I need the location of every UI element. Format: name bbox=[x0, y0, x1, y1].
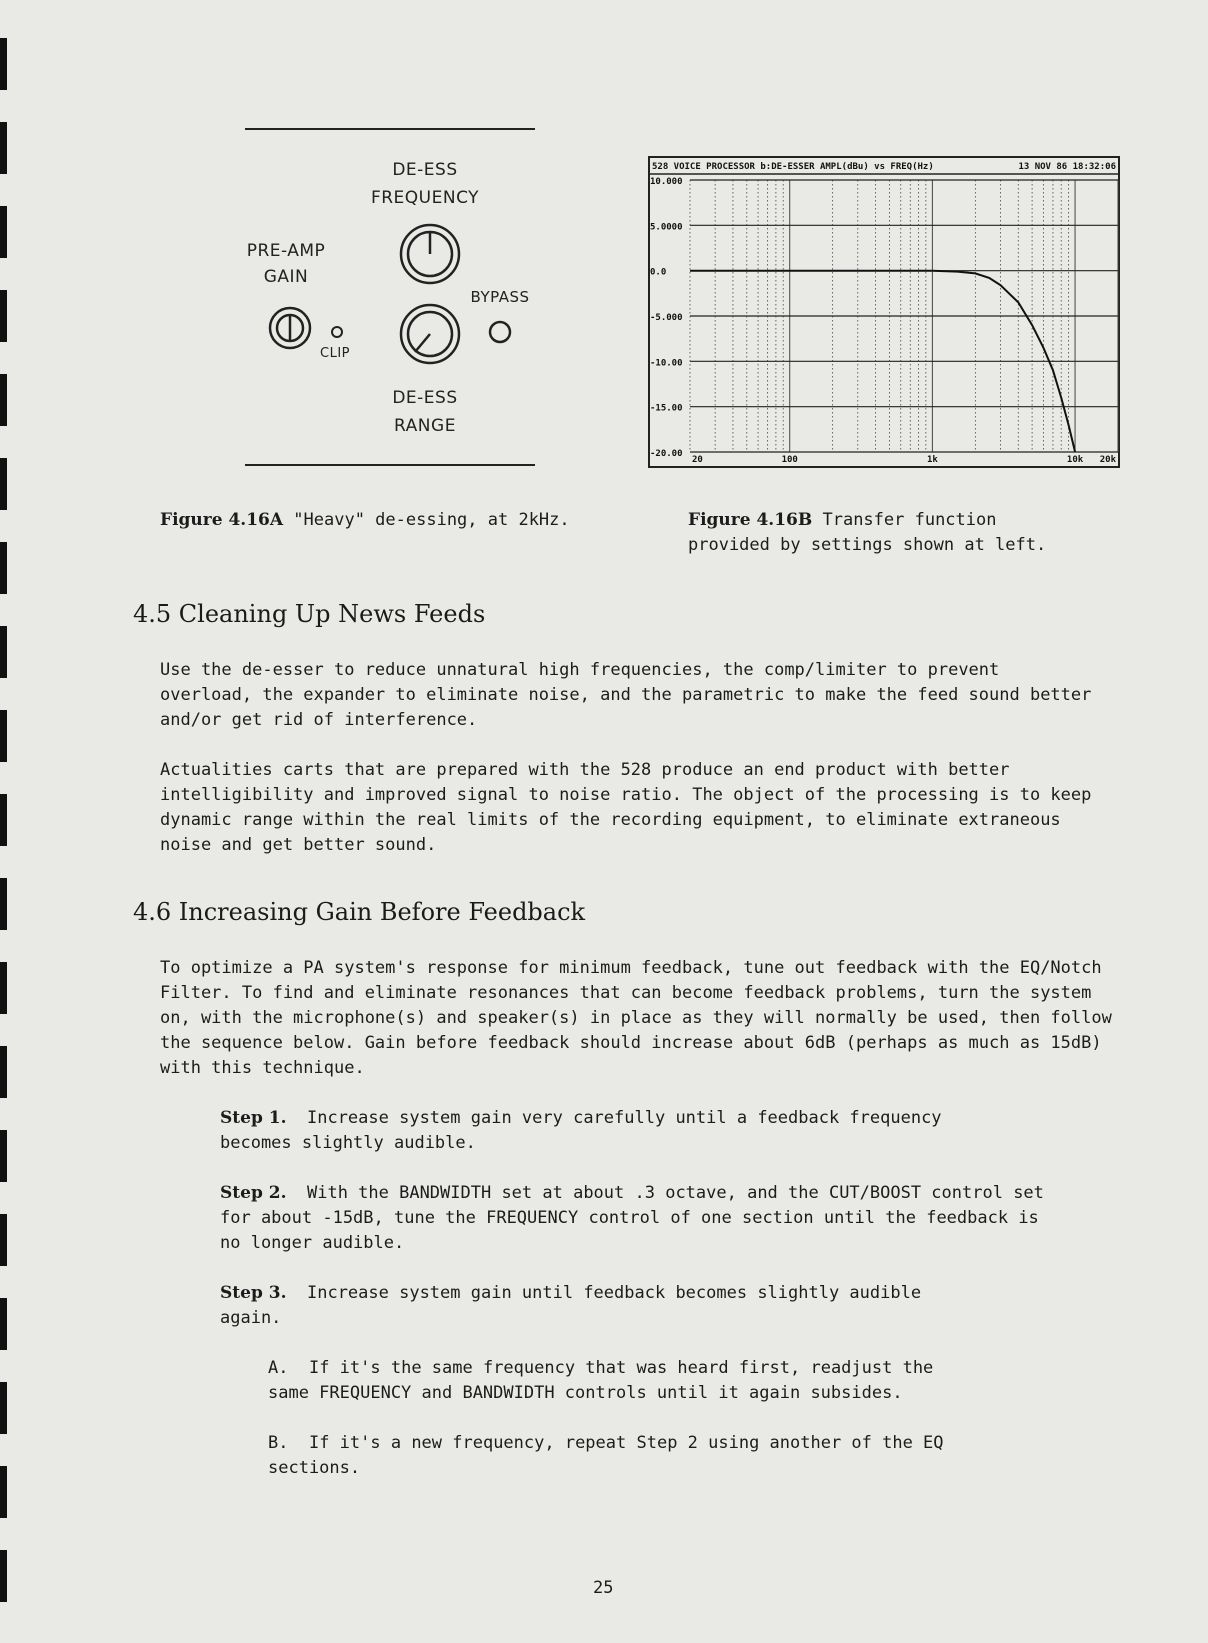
clip-led-icon bbox=[332, 327, 342, 337]
sub-step-b-text: If it's a new frequency, repeat Step 2 using another of the EQ sections. bbox=[268, 1433, 944, 1478]
step-2 bbox=[220, 1181, 1050, 1256]
y-tick-label: -5.000 bbox=[650, 313, 683, 323]
y-tick-label: 10.000 bbox=[650, 177, 683, 187]
x-tick-label: 100 bbox=[781, 455, 798, 465]
x-tick-label: 10k bbox=[1066, 455, 1084, 465]
chart-timestamp: 13 NOV 86 18:32:06 bbox=[1018, 162, 1116, 172]
sub-step-a bbox=[268, 1356, 978, 1406]
step-2-text: With the BANDWIDTH set at about .3 octave, and the CUT/BOOST control set for about -15dB, tune the FREQUENCY control of one section until the feedback is no longer audible. bbox=[220, 1183, 1044, 1253]
step-1-label: Step 1. bbox=[220, 1108, 287, 1128]
y-tick-label: -10.00 bbox=[650, 358, 683, 369]
y-tick-label: -15.00 bbox=[650, 403, 683, 414]
section-4-6-paragraph-1: To optimize a PA system's response for minimum feedback, tune out feedback with the EQ/Notch Filter. To find and eliminate resonances that can become feedback problems, turn the system on, with the microphone(s) and speaker(s) in place as they will normally be used, then follow the sequence below. Gain before feedback should increase about 6dB (perhaps as much as 15dB) with this technique. bbox=[160, 958, 1112, 1078]
binding-margin bbox=[0, 0, 8, 1643]
transfer-function-chart bbox=[648, 156, 1120, 468]
step-2-label: Step 2. bbox=[220, 1183, 287, 1203]
sub-step-a-text: If it's the same frequency that was heard first, readjust the same FREQUENCY and BANDWIDTH controls until it again subsides. bbox=[268, 1358, 934, 1403]
preamp-gain-label: PRE-AMP GAIN bbox=[246, 241, 326, 287]
figure-4-16b-caption: Figure 4.16B Transfer function provided by settings shown at left. bbox=[688, 510, 1047, 555]
chart-title: 528 VOICE PROCESSOR b:DE-ESSER AMPL(dBu) vs FREQ(Hz) bbox=[652, 162, 934, 172]
y-tick-label: 0.0 bbox=[650, 267, 667, 278]
deess-frequency-knob-icon bbox=[401, 225, 459, 283]
step-3 bbox=[220, 1281, 990, 1331]
deess-range-label: DE-ESS RANGE bbox=[392, 388, 458, 436]
panel-bottom-rule bbox=[245, 464, 535, 466]
x-tick-label: 20 bbox=[692, 455, 703, 465]
step-3-label: Step 3. bbox=[220, 1283, 287, 1303]
deess-range-knob-icon bbox=[401, 305, 459, 363]
section-4-6-heading: 4.6 Increasing Gain Before Feedback bbox=[133, 898, 586, 926]
y-tick-label: -20.00 bbox=[650, 449, 683, 459]
step-1 bbox=[220, 1106, 1010, 1156]
clip-label: CLIP bbox=[320, 346, 350, 361]
preamp-gain-knob-icon bbox=[270, 308, 310, 348]
step-3-text: Increase system gain until feedback becomes slightly audible again. bbox=[220, 1283, 922, 1328]
figure-4-16a-panel bbox=[240, 120, 540, 470]
section-4-5-paragraph-2: Actualities carts that are prepared with the 528 produce an end product with better intelligibility and improved signal to noise ratio. The object of the processing is to keep dynamic range within the real limits of the recording equipment, to eliminate extraneous noise and get better sound. bbox=[160, 760, 1092, 855]
chart-frame bbox=[649, 157, 1119, 467]
sub-step-a-label: A. bbox=[268, 1358, 289, 1378]
x-tick-label: 20k bbox=[1099, 455, 1116, 465]
section-4-5-heading: 4.5 Cleaning Up News Feeds bbox=[133, 600, 486, 628]
bypass-led-icon bbox=[490, 322, 510, 342]
sub-step-b-label: B. bbox=[268, 1433, 289, 1453]
deess-frequency-label: DE-ESS FREQUENCY bbox=[370, 160, 480, 208]
figure-4-16b-chart bbox=[648, 156, 1120, 468]
step-1-text: Increase system gain very carefully until a feedback frequency becomes slightly audible. bbox=[220, 1108, 942, 1153]
page-number: 25 bbox=[593, 1578, 614, 1598]
x-tick-label: 1k bbox=[926, 455, 938, 465]
section-4-5-paragraph-1: Use the de-esser to reduce unnatural high frequencies, the comp/limiter to prevent overload, the expander to eliminate noise, and the parametric to make the feed sound better and/or get rid of interference. bbox=[160, 660, 1092, 730]
sub-step-b bbox=[268, 1431, 988, 1481]
figure-4-16a-caption: Figure 4.16A "Heavy" de-essing, at 2kHz. bbox=[160, 510, 570, 530]
bypass-label: BYPASS bbox=[470, 288, 530, 306]
y-tick-label: 5.0000 bbox=[650, 222, 683, 233]
